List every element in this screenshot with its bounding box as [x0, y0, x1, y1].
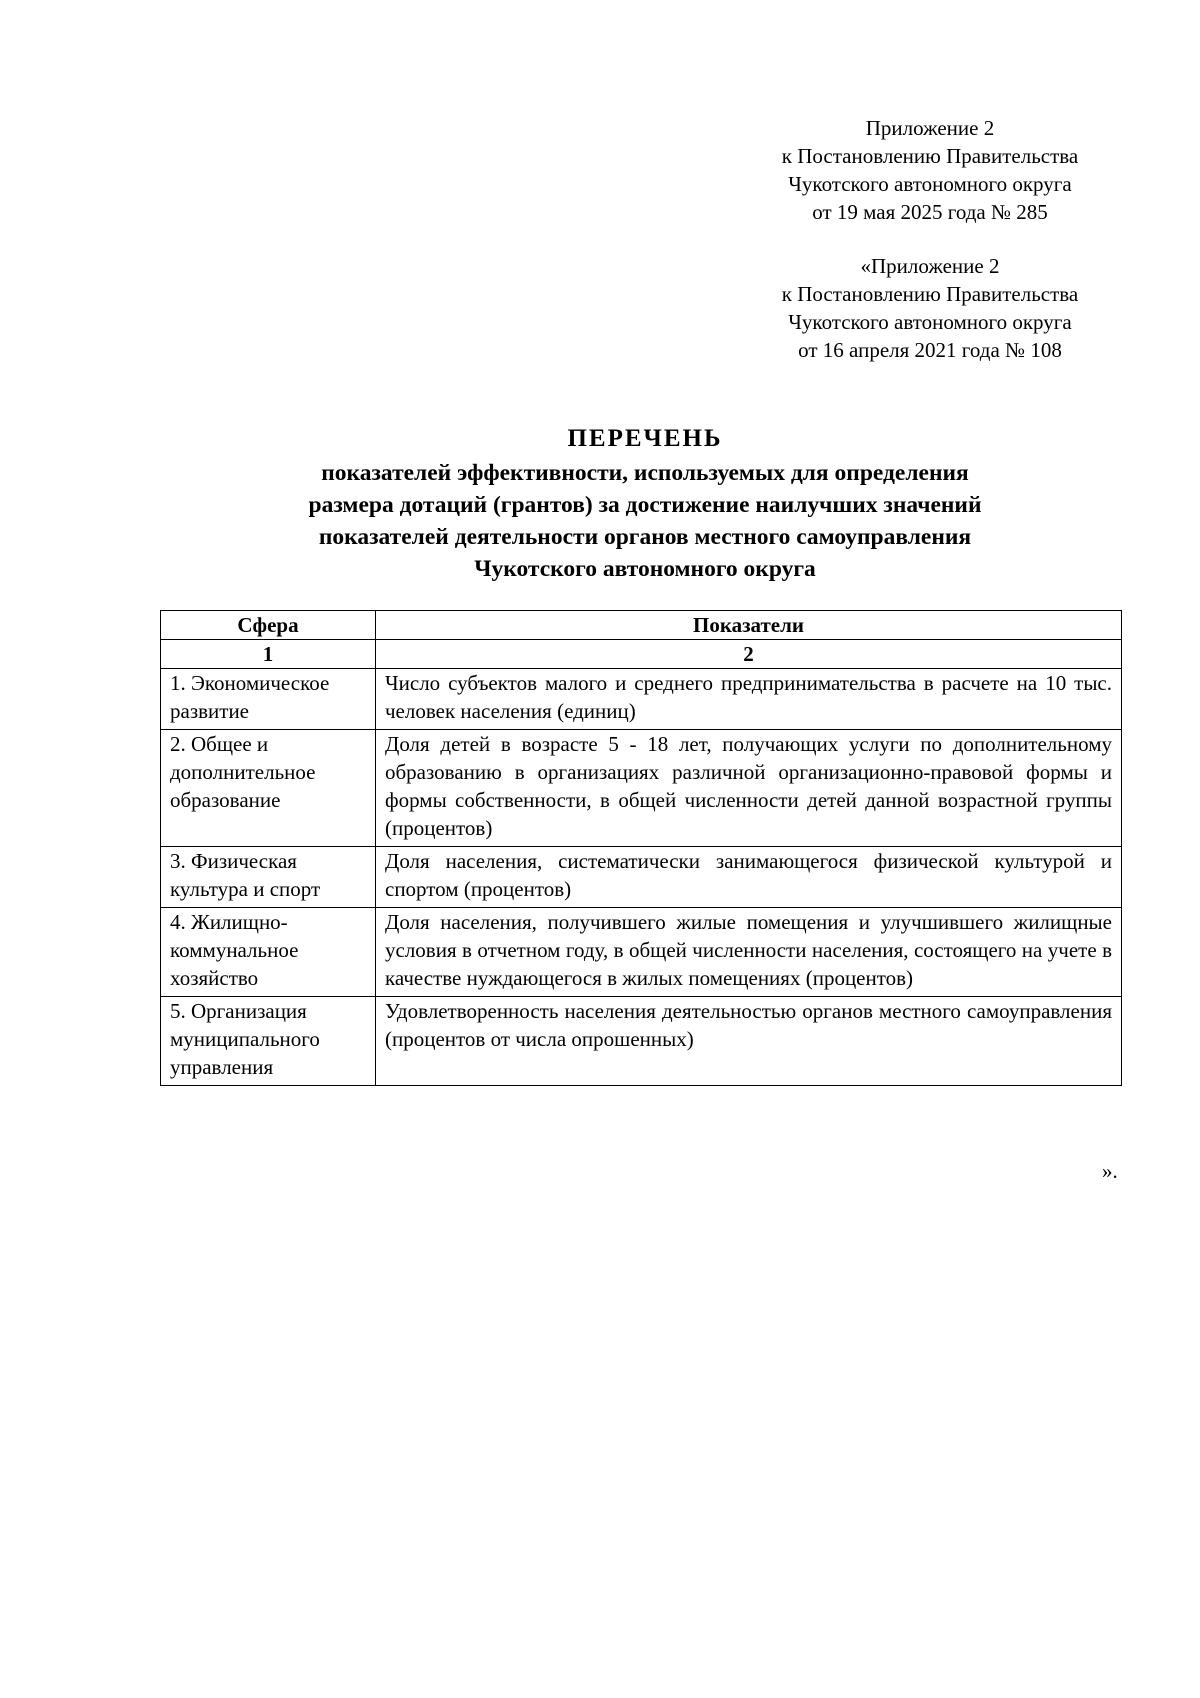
subtitle-line: размера дотаций (грантов) за достижение наилучших значений	[308, 492, 982, 518]
header-line: к Постановлению Правительства	[781, 144, 1079, 168]
approval-reference-current	[740, 114, 1120, 226]
header-line: Чукотского автономного округа	[788, 172, 1072, 196]
approval-reference-original	[740, 252, 1120, 364]
indicator-cell: Число субъектов малого и среднего предпринимательства в расчете на 10 тыс. человек населения (единиц)	[376, 669, 1122, 730]
document-subtitle	[120, 457, 1170, 585]
header-line: к Постановлению Правительства	[781, 282, 1079, 306]
table-row	[161, 730, 1122, 847]
sphere-cell: 1. Экономическое развитие	[161, 669, 376, 730]
indicator-cell: Удовлетворенность населения деятельностью органов местного самоуправления (процентов от числа опрошенных)	[376, 997, 1122, 1086]
indicator-cell: Доля населения, получившего жилые помещения и улучшившего жилищные условия в отчетном году, в общей численности населения, состоящего на учете в качестве нуждающегося в жилых помещениях (процентов)	[376, 908, 1122, 997]
sphere-cell: 3. Физическая культура и спорт	[161, 847, 376, 908]
table-row	[161, 997, 1122, 1086]
table-row	[161, 847, 1122, 908]
closing-quote-mark: ».	[1102, 1159, 1118, 1183]
sphere-cell: 5. Организация муниципального управления	[161, 997, 376, 1086]
header-line: Приложение 2	[865, 116, 995, 140]
document-title: ПЕРЕЧЕНЬ	[567, 425, 723, 452]
header-line: от 16 апреля 2021 года № 108	[798, 338, 1062, 362]
sphere-cell: 4. Жилищно-коммунальное хозяйство	[161, 908, 376, 997]
column-header-sphere: Сфера	[161, 611, 376, 640]
table-row	[161, 669, 1122, 730]
column-number: 2	[376, 640, 1122, 669]
header-line: «Приложение 2	[860, 254, 1000, 278]
header-line: Чукотского автономного округа	[788, 310, 1072, 334]
header-line: от 19 мая 2025 года № 285	[812, 200, 1048, 224]
column-number: 1	[161, 640, 376, 669]
indicators-table	[160, 610, 1122, 1086]
table-header-row	[161, 611, 1122, 640]
sphere-cell: 2. Общее и дополнительное образование	[161, 730, 376, 847]
indicator-cell: Доля населения, систематически занимающегося физической культурой и спортом (процентов)	[376, 847, 1122, 908]
subtitle-line: Чукотского автономного округа	[474, 556, 816, 582]
column-header-indicators: Показатели	[376, 611, 1122, 640]
subtitle-line: показателей деятельности органов местного самоуправления	[318, 524, 972, 550]
table-row	[161, 908, 1122, 997]
column-number-row	[161, 640, 1122, 669]
subtitle-line: показателей эффективности, используемых для определения	[321, 460, 969, 486]
indicator-cell: Доля детей в возрасте 5 - 18 лет, получающих услуги по дополнительному образованию в организациях различной организационно-правовой формы и формы собственности, в общей численности детей данной возрастной группы (процентов)	[376, 730, 1122, 847]
